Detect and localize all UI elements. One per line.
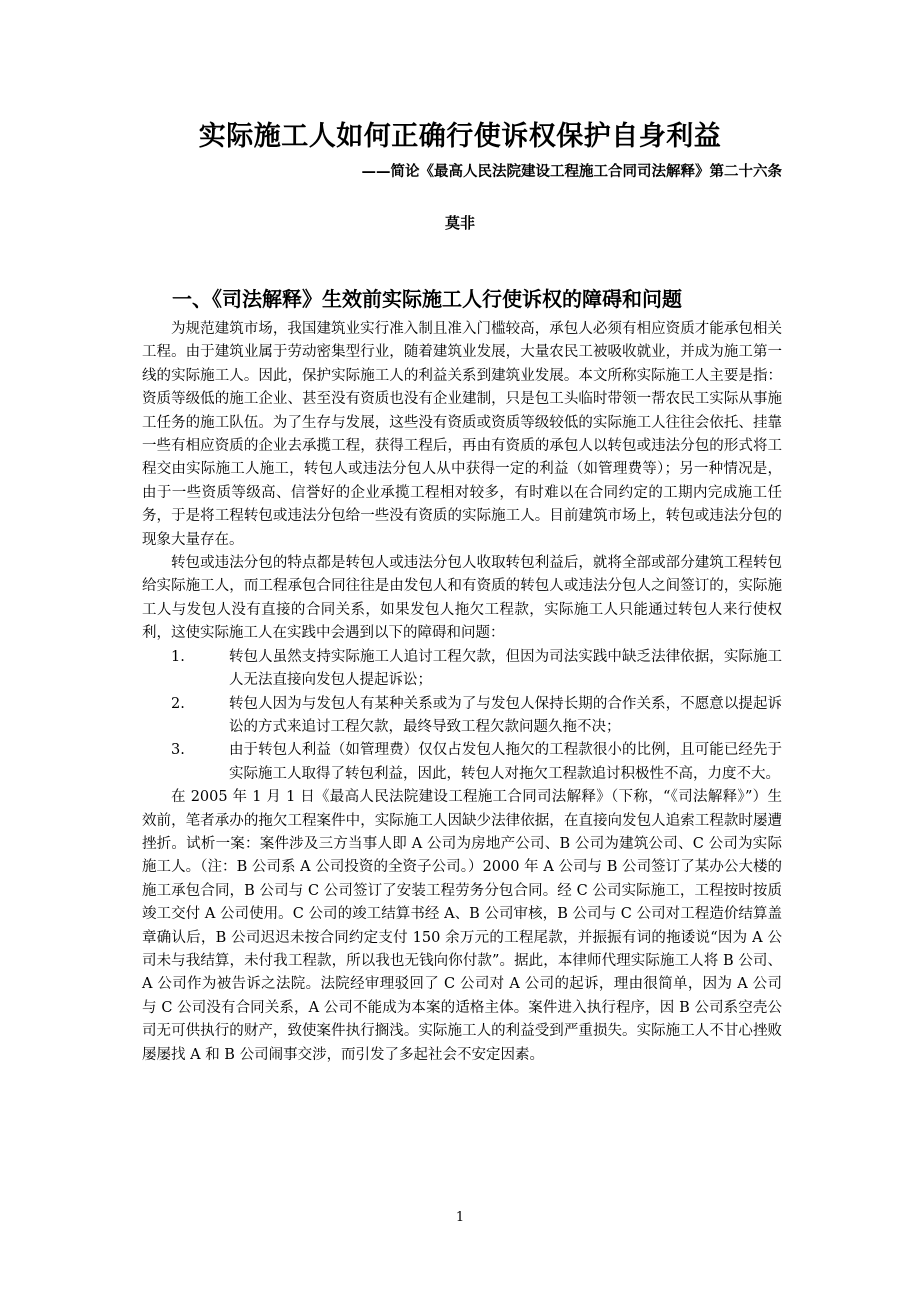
list-item [142,693,782,740]
paragraph: 转包或违法分包的特点都是转包人或违法分包人收取转包利益后，就将全部或部分建筑工程转包给实际施工人，而工程承包合同往往是由发包人和有资质的转包人或违法分包人之间签订的，实际施工人与发包人没有直接的合同关系，如果发包人拖欠工程款，实际施工人只能通过转包人来行使权利，这使实际施工人在实践中会遇到以下的障碍和问题： [142,555,782,642]
list-item-number: 2. [171,695,185,712]
list-item [142,739,782,786]
list-item [142,646,782,693]
document-title: 实际施工人如何正确行使诉权保护自身利益 [198,121,722,152]
paragraph: 为规范建筑市场，我国建筑业实行准入制且准入门槛较高，承包人必须有相应资质才能承包相关工程。由于建筑业属于劳动密集型行业，随着建筑业发展，大量农民工被吸收就业，并成为施工第一线的实际施工人。因此，保护实际施工人的利益关系到建筑业发展。本文所称实际施工人主要是指：资质等级低的施工企业、甚至没有资质也没有企业建制，只是包工头临时带领一帮农民工实际从事施工任务的施工队伍。为了生存与发展，这些没有资质或资质等级较低的实际施工人往往会依托、挂靠一些有相应资质的企业去承揽工程，获得工程后，再由有资质的承包人以转包或违法分包的形式将工程交由实际施工人施工，转包人或违法分包人从中获得一定的利益（如管理费等）；另一种情况是，由于一些资质等级高、信誉好的企业承揽工程相对较多，有时难以在合同约定的工期内完成施工任务，于是将工程转包或违法分包给一些没有资质的实际施工人。目前建筑市场上，转包或违法分包的现象大量存在。 [142,321,782,548]
list-item-text: 转包人虽然支持实际施工人追讨工程欠款，但因为司法实践中缺乏法律依据，实际施工人无法直接向发包人提起诉讼； [229,648,782,689]
section-heading: 一、《司法解释》生效前实际施工人行使诉权的障碍和问题 [172,287,682,311]
document-subtitle: ——简论《最高人民法院建设工程施工合同司法解释》第二十六条 [361,164,782,180]
list-item-number: 3. [171,742,185,759]
author-name: 莫非 [444,214,475,232]
paragraph: 在 2005 年 1 月 1 日《最高人民法院建设工程施工合同司法解释》（下称，“《司法解释》”）生效前，笔者承办的拖欠工程案件中，实际施工人因缺少法律依据，在直接向发包人追索工程款时屡遭挫折。试析一案：案件涉及三方当事人即 A 公司为房地产公司、B 公司为建筑公司、C 公司为实际施工人。（注：B 公司系 A 公司投资的全资子公司。）2000 年 A 公司与 B 公司签订了某办公大楼的施工承包合同，B 公司与 C 公司签订了安装工程劳务分包合同。经 C 公司实际施工，工程按时按质竣工交付 A 公司使用。C 公司的竣工结算书经 A、B 公司审核，B 公司与 C 公司对工程造价结算盖章确认后，B 公司迟迟未按合同约定支付 150 余万元的工程尾款，并振振有词的拖诿说“因为 A 公司未与我结算，未付我工程款，所以我也无钱向你付款”。据此，本律师代理实际施工人将 B 公司、A 公司作为被告诉之法院。法院经审理驳回了 C 公司对 A 公司的起诉，理由很简单，因为 A 公司与 C 公司没有合同关系，A 公司不能成为本案的适格主体。案件进入执行程序，因 B 公司系空壳公司无可供执行的财产，致使案件执行搁浅。实际施工人的利益受到严重损失。实际施工人不甘心挫败屡屡找 A 和 B 公司闹事交涉，而引发了多起社会不安定因素。 [142,789,782,1063]
list-item-number: 1. [171,648,185,665]
page-number: 1 [455,1210,465,1225]
list-item-text: 转包人因为与发包人有某种关系或为了与发包人保持长期的合作关系，不愿意以提起诉讼的方式来追讨工程欠款，最终导致工程欠款问题久拖不决； [229,695,782,735]
list-item-text: 由于转包人利益（如管理费）仅仅占发包人拖欠的工程款很小的比例，且可能已经先于实际施工人取得了转包利益，因此，转包人对拖欠工程款追讨积极性不高，力度不大。 [229,742,782,782]
document-body [142,318,782,1067]
